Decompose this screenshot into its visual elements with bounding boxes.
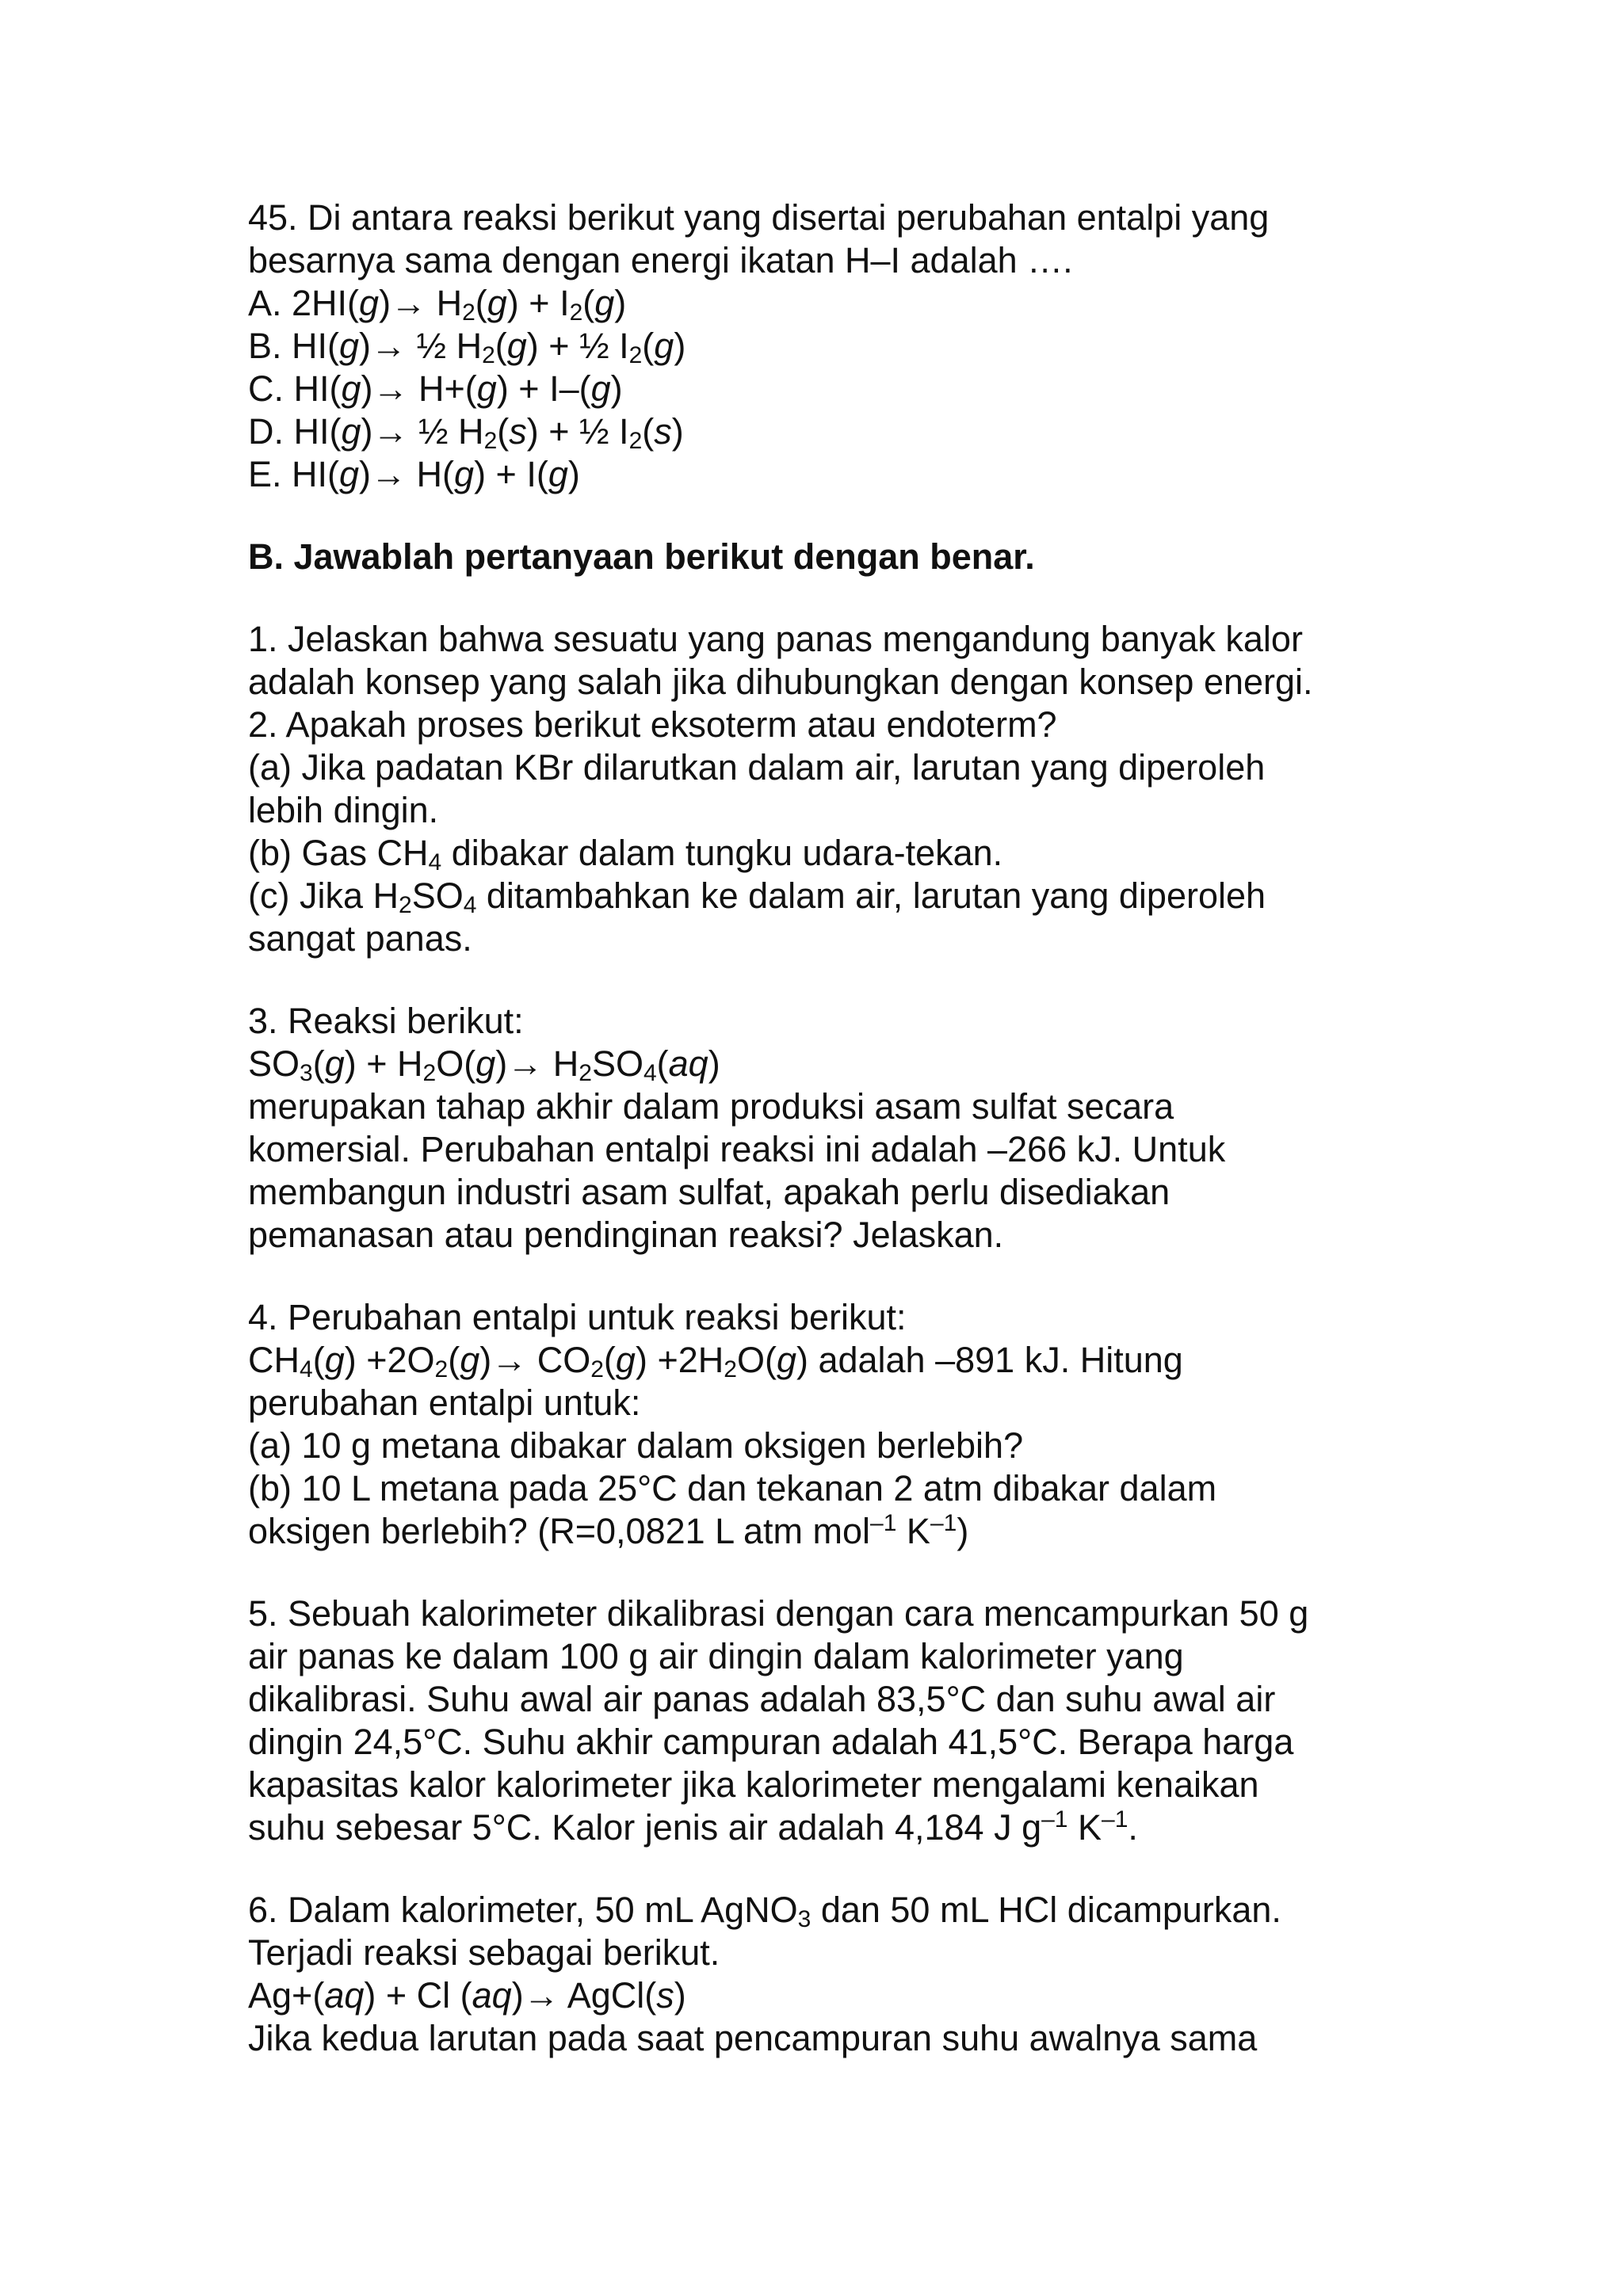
q2-a-line-1: (a) Jika padatan KBr dilarutkan dalam air, larutan yang diperoleh (248, 747, 1266, 788)
q5-line-6: suhu sebesar 5°C. Kalor jenis air adalah 4,184 J $g^{-1}$ $K^{-1}$. (248, 1806, 1138, 1848)
q2-b: (b) Gas $CH_4$ dibakar dalam tungku udara-tekan. (248, 833, 1003, 875)
q4-line-3: perubahan entalpi untuk: (248, 1383, 641, 1423)
q45-option-d: D. HI(g)→ ½ $H_2(s)$ + ½ $I_2(s)$ (248, 411, 684, 454)
q2-a-line-2: lebih dingin. (248, 790, 439, 830)
q6-line-2: Terjadi reaksi sebagai berikut. (248, 1932, 720, 1973)
q6-last-line: Jika kedua larutan pada saat pencampuran suhu awalnya sama (248, 2018, 1258, 2058)
q5-line-5: kapasitas kalor kalorimeter jika kalorimeter mengalami kenaikan (248, 1764, 1259, 1805)
q4-a: (a) 10 g metana dibakar dalam oksigen berlebih? (248, 1425, 1024, 1466)
q6-line-1: 6. Dalam kalorimeter, 50 mL AgNO$_3$ dan 50 mL HCl dicampurkan. (248, 1890, 1281, 1932)
q1-line-2: adalah konsep yang salah jika dihubungkan dengan konsep energi. (248, 662, 1313, 702)
q6-equation: Ag+(aq) + Cl (aq)→ AgCl(s) (248, 1975, 686, 2016)
q45-option-c: C. HI(g)→ H+(g) + I–(g) (248, 368, 623, 409)
q45-stem-line-2: besarnya sama dengan energi ikatan H–I adalah …. (248, 240, 1073, 280)
section-b-heading: B. Jawablah pertanyaan berikut dengan benar. (248, 536, 1035, 577)
q3-stem: 3. Reaksi berikut: (248, 1001, 524, 1041)
q45-option-b: B. HI(g)→ ½ $H_2(g)$ + ½ $I_2(g)$ (248, 326, 686, 368)
q3-body-line-2: komersial. Perubahan entalpi reaksi ini adalah –266 kJ. Untuk (248, 1129, 1226, 1169)
q5-line-4: dingin 24,5°C. Suhu akhir campuran adalah 41,5°C. Berapa harga (248, 1722, 1294, 1762)
q2-stem: 2. Apakah proses berikut eksoterm atau endoterm? (248, 704, 1057, 745)
q45-option-a: A. $2HI(g)\to H_2(g) + I_2(g)$ (248, 283, 627, 326)
q3-body-line-1: merupakan tahap akhir dalam produksi asam sulfat secara (248, 1086, 1174, 1127)
q4-b-line-1: (b) 10 L metana pada 25°C dan tekanan 2 atm dibakar dalam (248, 1468, 1217, 1508)
q4-stem: 4. Perubahan entalpi untuk reaksi berikut: (248, 1297, 907, 1337)
q4-b-line-2: oksigen berlebih? (R=0,0821 L atm mol$^{-1}$ $K^{-1}$) (248, 1510, 969, 1551)
q5-line-1: 5. Sebuah kalorimeter dikalibrasi dengan cara mencampurkan 50 g (248, 1593, 1309, 1634)
q5-line-3: dikalibrasi. Suhu awal air panas adalah 83,5°C dan suhu awal air (248, 1679, 1276, 1719)
q45-option-e: E. HI(g)→ H(g) + I(g) (248, 454, 580, 494)
q3-body-line-3: membangun industri asam sulfat, apakah perlu disediakan (248, 1172, 1170, 1212)
q3-body-line-4: pemanasan atau pendinginan reaksi? Jelaskan. (248, 1215, 1004, 1255)
document-page (248, 196, 1437, 2060)
q3-equation: $SO_3(g) + H_2O(g)\to H_2SO_4(aq)$ (248, 1043, 720, 1086)
q1-line-1: 1. Jelaskan bahwa sesuatu yang panas mengandung banyak kalor (248, 619, 1303, 659)
q5-line-2: air panas ke dalam 100 g air dingin dalam kalorimeter yang (248, 1636, 1184, 1676)
q2-c-line-2: sangat panas. (248, 918, 472, 959)
q4-equation: $CH_4(g) +2O_2(g)\to CO_2(g) +2H_2O(g)$ adalah –891 kJ. Hitung (248, 1340, 1183, 1383)
q45-stem-line-1: 45. Di antara reaksi berikut yang disertai perubahan entalpi yang (248, 197, 1270, 238)
q2-c-line-1: (c) Jika $H_2SO_4$ ditambahkan ke dalam air, larutan yang diperoleh (248, 875, 1266, 918)
